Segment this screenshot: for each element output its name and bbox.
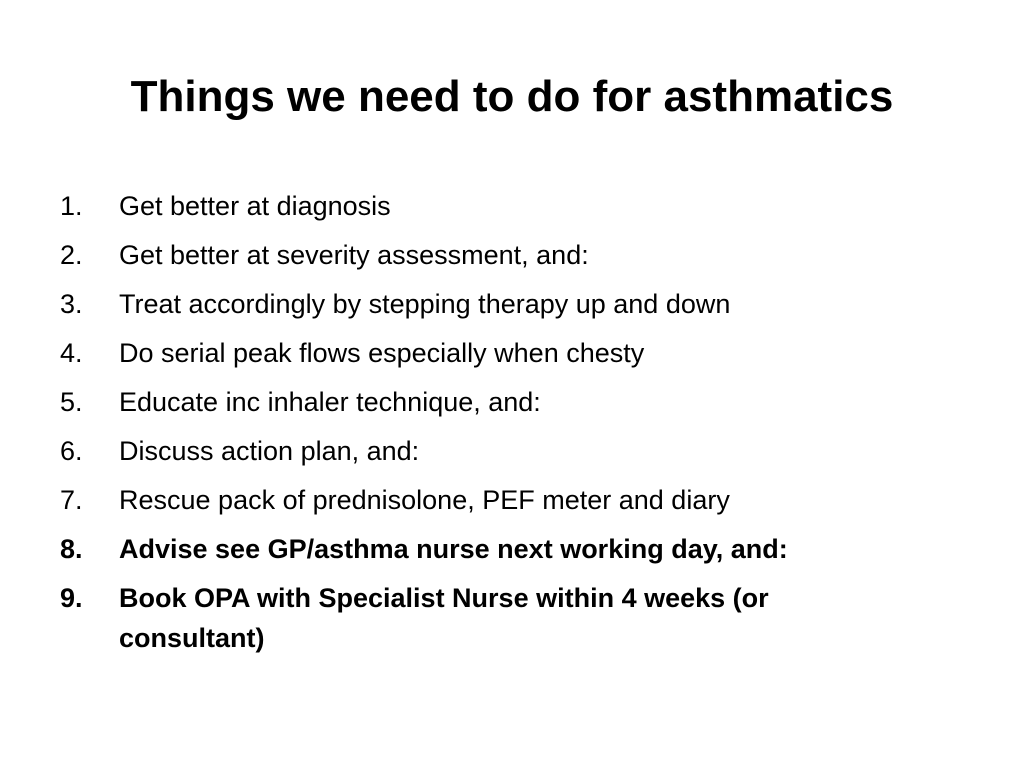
- slide-title: Things we need to do for asthmatics: [130, 72, 894, 121]
- list-item: [60, 284, 960, 324]
- list-item-number: 6.: [60, 436, 83, 466]
- list-item-number: 3.: [60, 289, 83, 319]
- list-item-text: Rescue pack of prednisolone, PEF meter and diary: [119, 485, 730, 515]
- list-item-text: Get better at severity assessment, and:: [119, 240, 589, 270]
- list-item-text: Book OPA with Specialist Nurse within 4 weeks (or consultant): [119, 583, 769, 653]
- list-item-bold: [60, 529, 960, 569]
- list-item: [60, 480, 960, 520]
- list-item-number: 7.: [60, 485, 83, 515]
- numbered-list: [60, 186, 960, 667]
- list-item-text: Educate inc inhaler technique, and:: [119, 387, 541, 417]
- list-item-text: Advise see GP/asthma nurse next working day, and:: [119, 534, 788, 564]
- list-item-text: Get better at diagnosis: [119, 191, 391, 221]
- list-item-text: Do serial peak flows especially when chesty: [119, 338, 645, 368]
- list-item: [60, 235, 960, 275]
- list-item: [60, 333, 960, 373]
- list-item-bold: [60, 578, 960, 658]
- list-item: [60, 186, 960, 226]
- list-item: [60, 431, 960, 471]
- list-item-number: 1.: [60, 191, 83, 221]
- list-item-number: 9.: [60, 583, 83, 613]
- list-item-number: 2.: [60, 240, 83, 270]
- list-item-number: 4.: [60, 338, 83, 368]
- list-item: [60, 382, 960, 422]
- list-item-number: 5.: [60, 387, 83, 417]
- list-item-number: 8.: [60, 534, 83, 564]
- list-item-text: Treat accordingly by stepping therapy up and down: [119, 289, 731, 319]
- list-item-text: Discuss action plan, and:: [119, 436, 420, 466]
